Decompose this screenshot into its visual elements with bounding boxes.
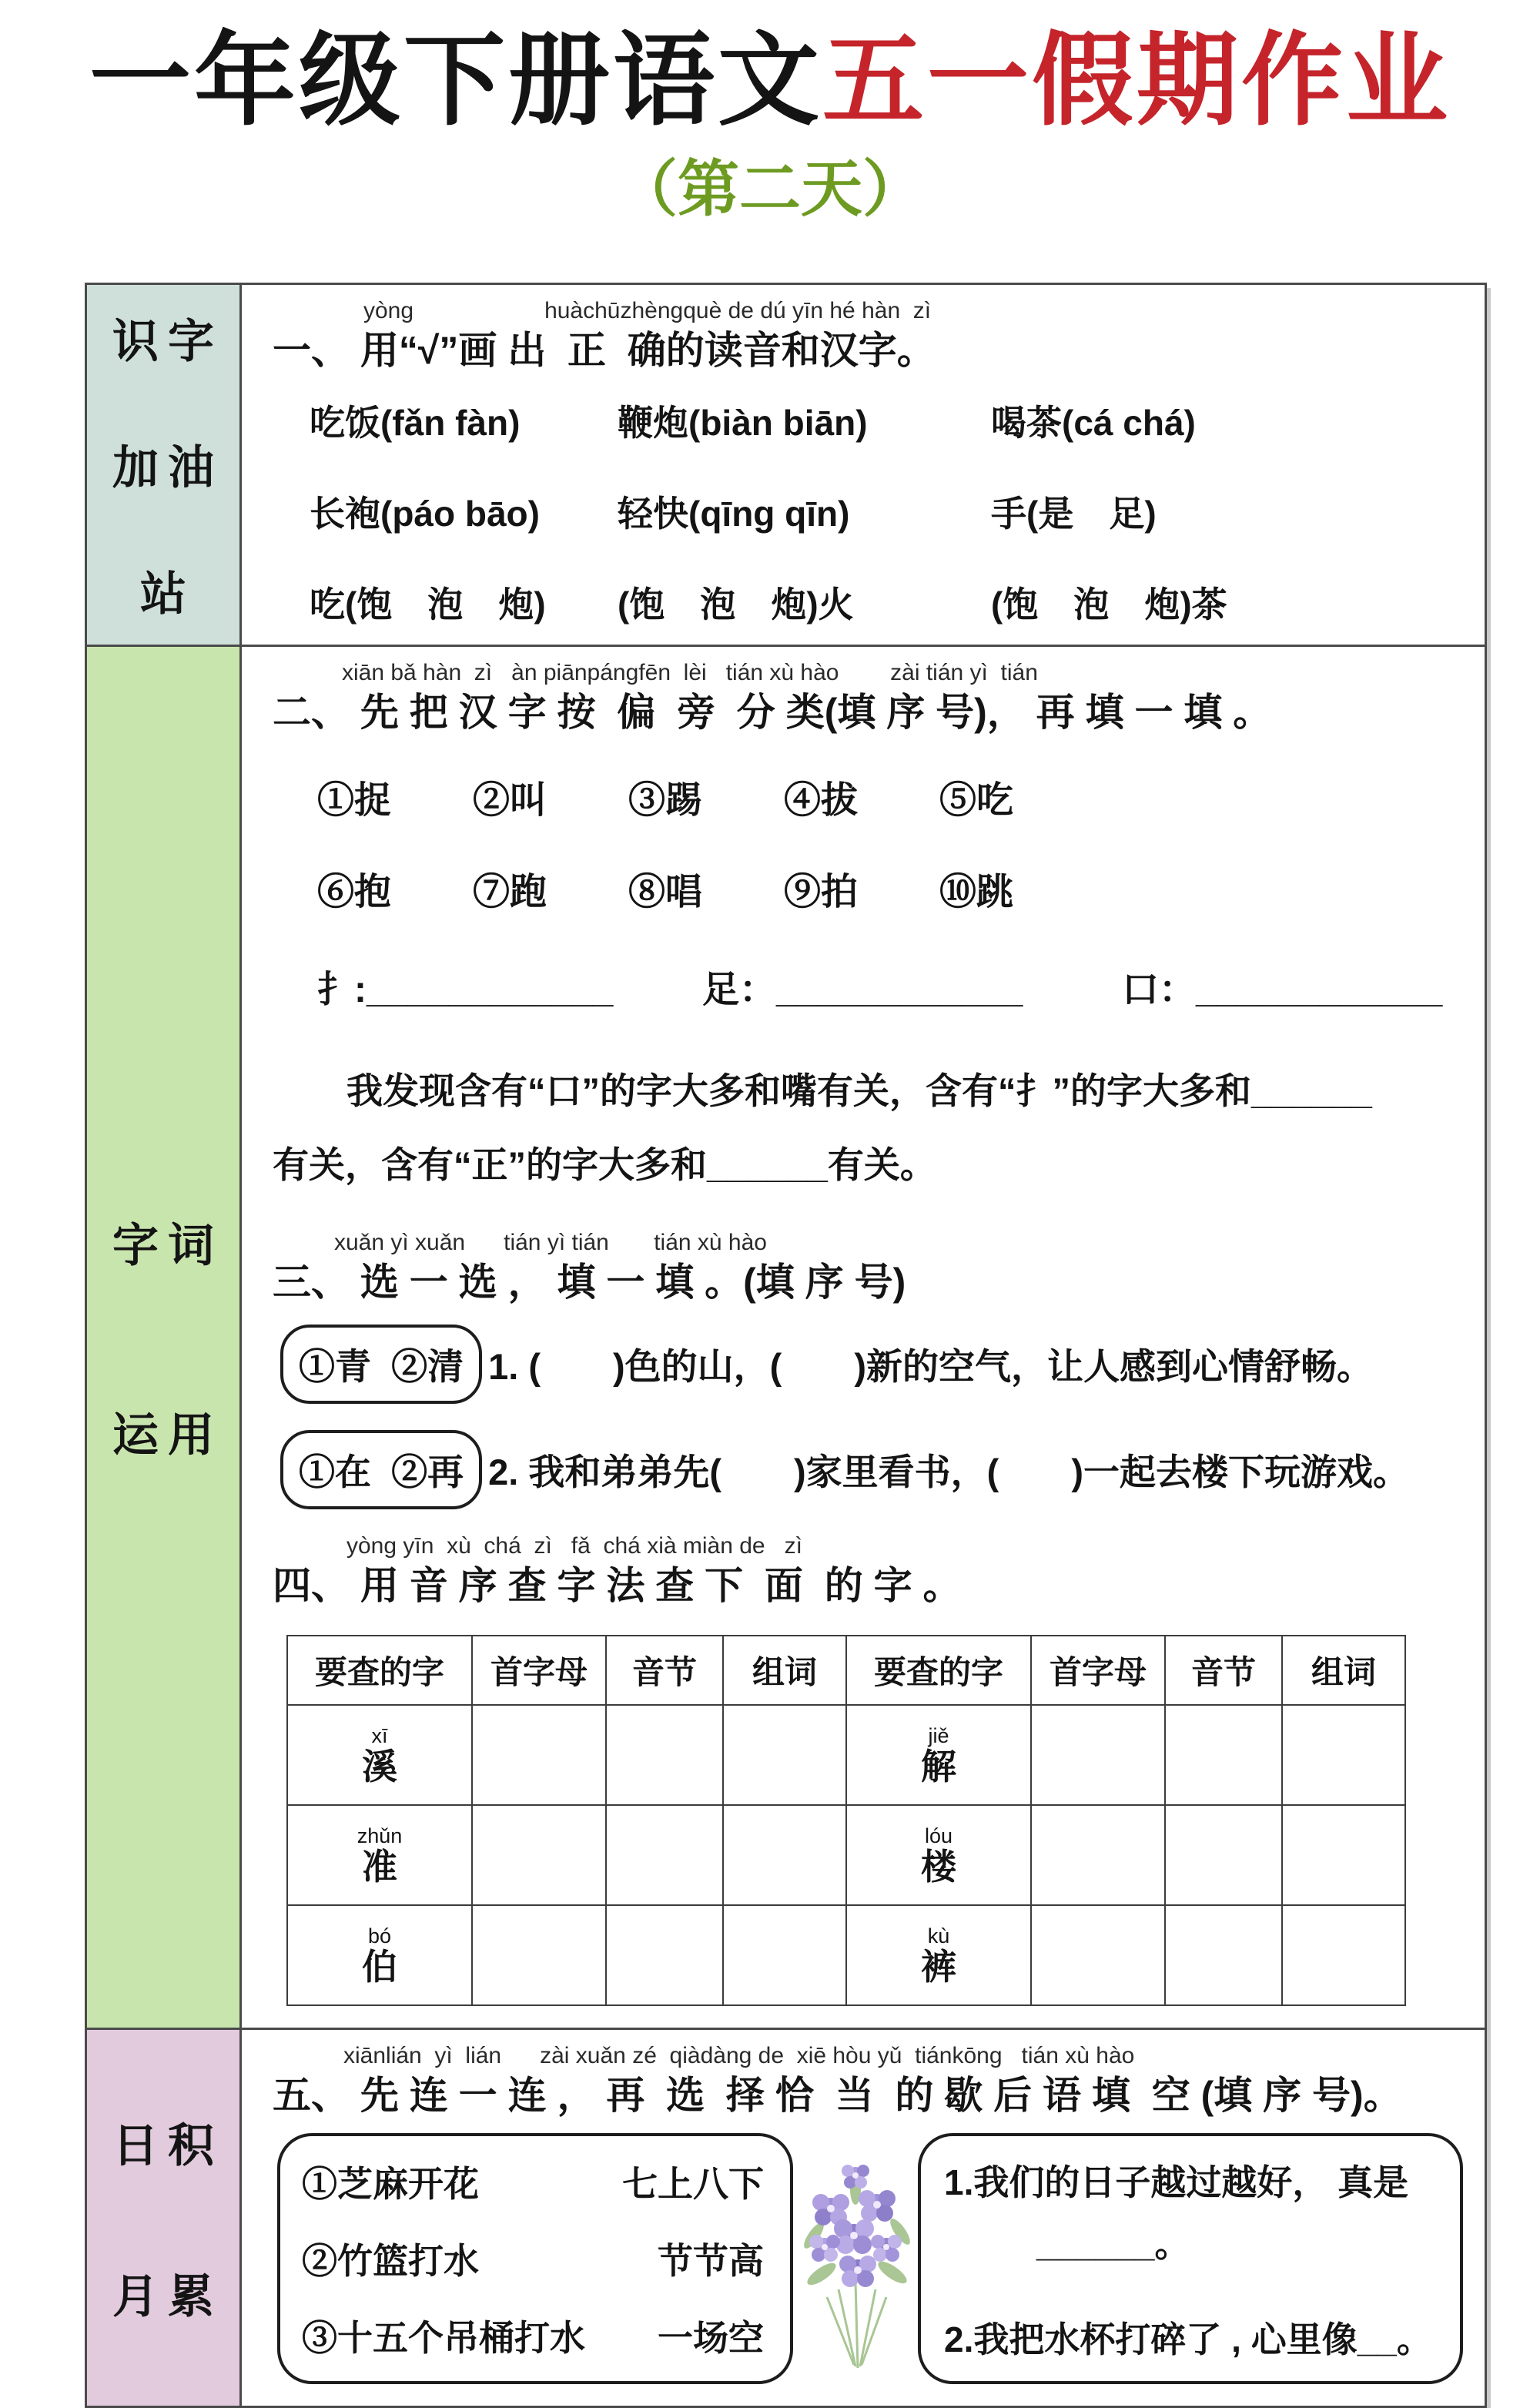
q4-char-pinyin: lóu <box>924 1824 953 1848</box>
flower-bouquet-image <box>782 2133 929 2384</box>
q5-pinyin <box>273 2042 1463 2070</box>
q5-fill-text: 1.我们的日子越过越好， 真是 <box>944 2162 1409 2203</box>
q2-radical-group <box>702 960 1122 1013</box>
q5-fill-blank-line <box>1036 2216 1440 2267</box>
q4-blank-cell[interactable] <box>606 1705 723 1805</box>
q4-blank-cell[interactable] <box>606 1905 723 2005</box>
q2-blank[interactable]: ____________ <box>776 970 1023 1010</box>
q4-char-cell <box>287 1705 472 1805</box>
q4-header-cell: 要查的字 <box>287 1636 472 1705</box>
q5-match-right[interactable]: 节节高 <box>658 2241 764 2282</box>
side-label-line: 加油 <box>112 442 223 494</box>
section-accumulation-content <box>242 2030 1485 2406</box>
q3-heading: 三、 选 一 选 ， 填 一 填 。(填 序 号) <box>273 1260 906 1304</box>
q2-discover <box>273 1054 1463 1203</box>
q4-char-pinyin: zhǔn <box>357 1824 403 1848</box>
q2-item: ⑩跳 <box>939 872 1014 913</box>
q1-item: (饱 泡 炮)茶 <box>991 584 1227 625</box>
q5-fill-box <box>918 2133 1463 2384</box>
q2-item: ②叫 <box>473 780 547 821</box>
q4-blank-cell[interactable] <box>1031 1805 1165 1905</box>
q5-fill-item2 <box>944 2312 1440 2363</box>
q1-item: 手(是 足) <box>991 493 1157 534</box>
section-words <box>87 647 1485 2030</box>
q4-dictionary-table <box>286 1635 1406 2006</box>
q4-data-row <box>287 1805 1405 1905</box>
q4-char-pinyin: xī <box>371 1724 388 1748</box>
q3-sentence: 2. 我和弟弟先( )家里看书，( )一起去楼下玩游戏。 <box>488 1452 1409 1493</box>
q4-data-row <box>287 1905 1405 2005</box>
q4-char-cell <box>287 1905 472 2005</box>
q5-match-row <box>302 2310 764 2361</box>
side-label-line: 字词 <box>112 1220 223 1272</box>
q4-blank-cell[interactable] <box>472 1705 606 1805</box>
q1-item: 鞭炮(biàn biān) <box>618 402 868 443</box>
q5-match-left[interactable]: ①芝麻开花 <box>302 2164 479 2205</box>
section-accumulation <box>87 2030 1485 2406</box>
q2-radical-group <box>317 960 702 1013</box>
q3-pinyin-text: xuǎn yì xuǎn tián yì tián tián xù hào <box>334 1229 767 1255</box>
q5-match-row <box>302 2233 764 2284</box>
q5-fill-period: 。 <box>1154 2224 1190 2265</box>
q1-item: 吃饭(fǎn fàn) <box>310 402 521 443</box>
q4-blank-cell[interactable] <box>1165 1805 1282 1905</box>
section-accumulation-label <box>87 2030 242 2406</box>
q4-char: 伯 <box>362 1947 397 1988</box>
side-label-line: 月累 <box>112 2270 223 2323</box>
q1-item: 长袍(páo bāo) <box>310 493 540 534</box>
side-label-line: 站 <box>140 568 196 621</box>
section-literacy-content <box>242 285 1485 645</box>
side-label-line: 运用 <box>112 1409 223 1462</box>
q4-char-cell <box>846 1805 1031 1905</box>
q4-blank-cell[interactable] <box>606 1805 723 1905</box>
q1-item: 轻快(qīng qīn) <box>618 493 850 534</box>
page-title-red: 五一假期作业 <box>822 24 1451 137</box>
q5-match-left[interactable]: ③十五个吊桶打水 <box>302 2318 585 2359</box>
q4-char-cell <box>287 1805 472 1905</box>
q2-item: ⑧唱 <box>628 872 703 913</box>
q4-blank-cell[interactable] <box>472 1905 606 2005</box>
q4-char: 楼 <box>921 1847 956 1887</box>
q1-item-row <box>310 486 1463 537</box>
q4-blank-cell[interactable] <box>723 1905 846 2005</box>
q3-option-box: ①在 ②再 <box>280 1430 482 1509</box>
q1-heading: 一、 用“√”画 出 正 确的读音和汉字。 <box>273 329 936 372</box>
q1-pinyin-part1: yòng <box>363 298 414 323</box>
page-subtitle: （第二天） <box>616 155 924 223</box>
q1-item: (饱 泡 炮)火 <box>618 584 854 625</box>
q5-match-row <box>302 2156 764 2207</box>
q5-match-right[interactable]: 七上八下 <box>622 2164 764 2205</box>
q4-char: 溪 <box>362 1747 397 1787</box>
q3-pinyin <box>273 1229 1463 1257</box>
q2-item: ⑥抱 <box>317 872 392 913</box>
q3-item <box>280 1325 1463 1404</box>
q2-item: ③踢 <box>628 780 703 821</box>
q4-char-pinyin: kù <box>927 1924 950 1948</box>
q3-sentence: 1. ( )色的山，( )新的空气，让人感到心情舒畅。 <box>488 1346 1373 1388</box>
q4-header-row <box>287 1636 1405 1705</box>
q4-header-cell: 音节 <box>1165 1636 1282 1705</box>
q1-item-row <box>310 577 1463 628</box>
q4-blank-cell[interactable] <box>723 1805 846 1905</box>
side-label-line: 日积 <box>112 2119 223 2172</box>
q2-blank[interactable]: ____________ <box>1196 970 1443 1010</box>
q4-blank-cell[interactable] <box>723 1705 846 1805</box>
section-words-content <box>242 647 1485 2028</box>
q4-header-cell: 首字母 <box>1031 1636 1165 1705</box>
q2-radical-label: 足： <box>702 970 777 1010</box>
section-words-label <box>87 647 242 2028</box>
q1-pinyin <box>273 297 1463 325</box>
flower-bouquet-svg <box>785 2143 927 2374</box>
q2-heading: 二、 先 把 汉 字 按 偏 旁 分 类(填 序 号)， 再 填 一 填 。 <box>273 690 1272 734</box>
q1-item: 喝茶(cá chá) <box>991 402 1196 443</box>
q1-items <box>310 395 1463 628</box>
q5-blank[interactable]: ______ <box>1036 2224 1155 2265</box>
q4-blank-cell[interactable] <box>1282 1705 1405 1805</box>
q5-fill-text: 2.我把水杯打碎了 , 心里像 <box>944 2319 1358 2360</box>
side-label-line: 识字 <box>112 316 223 368</box>
q4-header-cell: 组词 <box>1282 1636 1405 1705</box>
q2-item: ⑨拍 <box>784 872 859 913</box>
q4-pinyin <box>273 1532 1463 1560</box>
q5-match-left[interactable]: ②竹篮打水 <box>302 2241 479 2282</box>
q2-radical-label: 口： <box>1122 970 1197 1010</box>
q5-match-box <box>277 2133 793 2384</box>
q5-body <box>277 2133 1463 2384</box>
q4-heading: 四、 用 音 序 查 字 法 查 下 面 的 字 。 <box>273 1564 962 1608</box>
q4-header-cell: 音节 <box>606 1636 723 1705</box>
q4-data-row <box>287 1705 1405 1805</box>
q5-match-right[interactable]: 一场空 <box>658 2318 764 2359</box>
q4-header-cell: 组词 <box>723 1636 846 1705</box>
q2-discover-line1: 我发现含有“口”的字大多和嘴有关，含有“扌”的字大多和______ <box>346 1070 1372 1111</box>
q4-blank-cell[interactable] <box>1031 1705 1165 1805</box>
q2-radical-label: 扌: <box>317 970 367 1010</box>
q2-discover-line2: 有关，含有“正”的字大多和______有关。 <box>273 1144 936 1186</box>
q4-blank-cell[interactable] <box>1282 1805 1405 1905</box>
q2-item-row <box>317 862 1463 915</box>
page-title <box>0 17 1540 144</box>
q1-item: 吃(饱 泡 炮) <box>310 584 546 625</box>
section-literacy-label <box>87 285 242 645</box>
q2-item: ①捉 <box>317 780 392 821</box>
q4-char-pinyin: jiě <box>928 1724 949 1748</box>
q4-blank-cell[interactable] <box>1282 1905 1405 2005</box>
q5-pinyin-text: xiānlián yì lián zài xuǎn zé qiàdàng de xiē hòu yǔ tiánkōng tián xù hào <box>343 2042 1135 2068</box>
q2-radical-group <box>1122 960 1442 1013</box>
q5-heading: 五、 先 连 一 连 ， 再 选 择 恰 当 的 歇 后 语 填 空 (填 序 号)。 <box>273 2073 1402 2117</box>
q1-pinyin-part2: huàchūzhèngquè de dú yīn hé hàn zì <box>544 298 932 323</box>
q4-header-cell: 首字母 <box>472 1636 606 1705</box>
q4-char: 裤 <box>921 1947 956 1988</box>
q4-pinyin-text: yòng yīn xù chá zì fǎ chá xià miàn de zì <box>346 1533 802 1559</box>
q4-blank-cell[interactable] <box>472 1805 606 1905</box>
q4-char: 准 <box>362 1847 397 1887</box>
q2-item: ⑤吃 <box>939 780 1014 821</box>
q4-char-pinyin: bó <box>367 1924 392 1948</box>
q2-radical-line <box>317 960 1463 1013</box>
page-title-black: 一年级下册语文 <box>89 24 822 137</box>
q4-char-cell <box>846 1705 1031 1805</box>
q5-blank[interactable]: __ <box>1357 2319 1397 2360</box>
q4-blank-cell[interactable] <box>1165 1905 1282 2005</box>
q4-header-cell: 要查的字 <box>846 1636 1031 1705</box>
q4-char: 解 <box>921 1747 956 1787</box>
q2-item: ⑦跑 <box>473 872 547 913</box>
q2-pinyin-text: xiān bǎ hàn zì àn piānpángfēn lèi tián xù hào zài tián yì tián <box>342 659 1038 685</box>
q2-item: ④拔 <box>784 780 859 821</box>
q2-pinyin <box>273 659 1463 687</box>
q2-blank[interactable]: ____________ <box>367 970 614 1010</box>
section-literacy <box>87 285 1485 647</box>
q1-item-row <box>310 395 1463 446</box>
q4-blank-cell[interactable] <box>1031 1905 1165 2005</box>
q3-item <box>280 1430 1463 1509</box>
worksheet-table <box>85 283 1487 2408</box>
q4-blank-cell[interactable] <box>1165 1705 1282 1805</box>
q5-fill-period: 。 <box>1396 2319 1432 2360</box>
q4-char-cell <box>846 1905 1031 2005</box>
q3-option-box: ①青 ②清 <box>280 1325 482 1404</box>
q5-fill-item1 <box>944 2155 1440 2267</box>
q2-item-row <box>317 770 1463 823</box>
